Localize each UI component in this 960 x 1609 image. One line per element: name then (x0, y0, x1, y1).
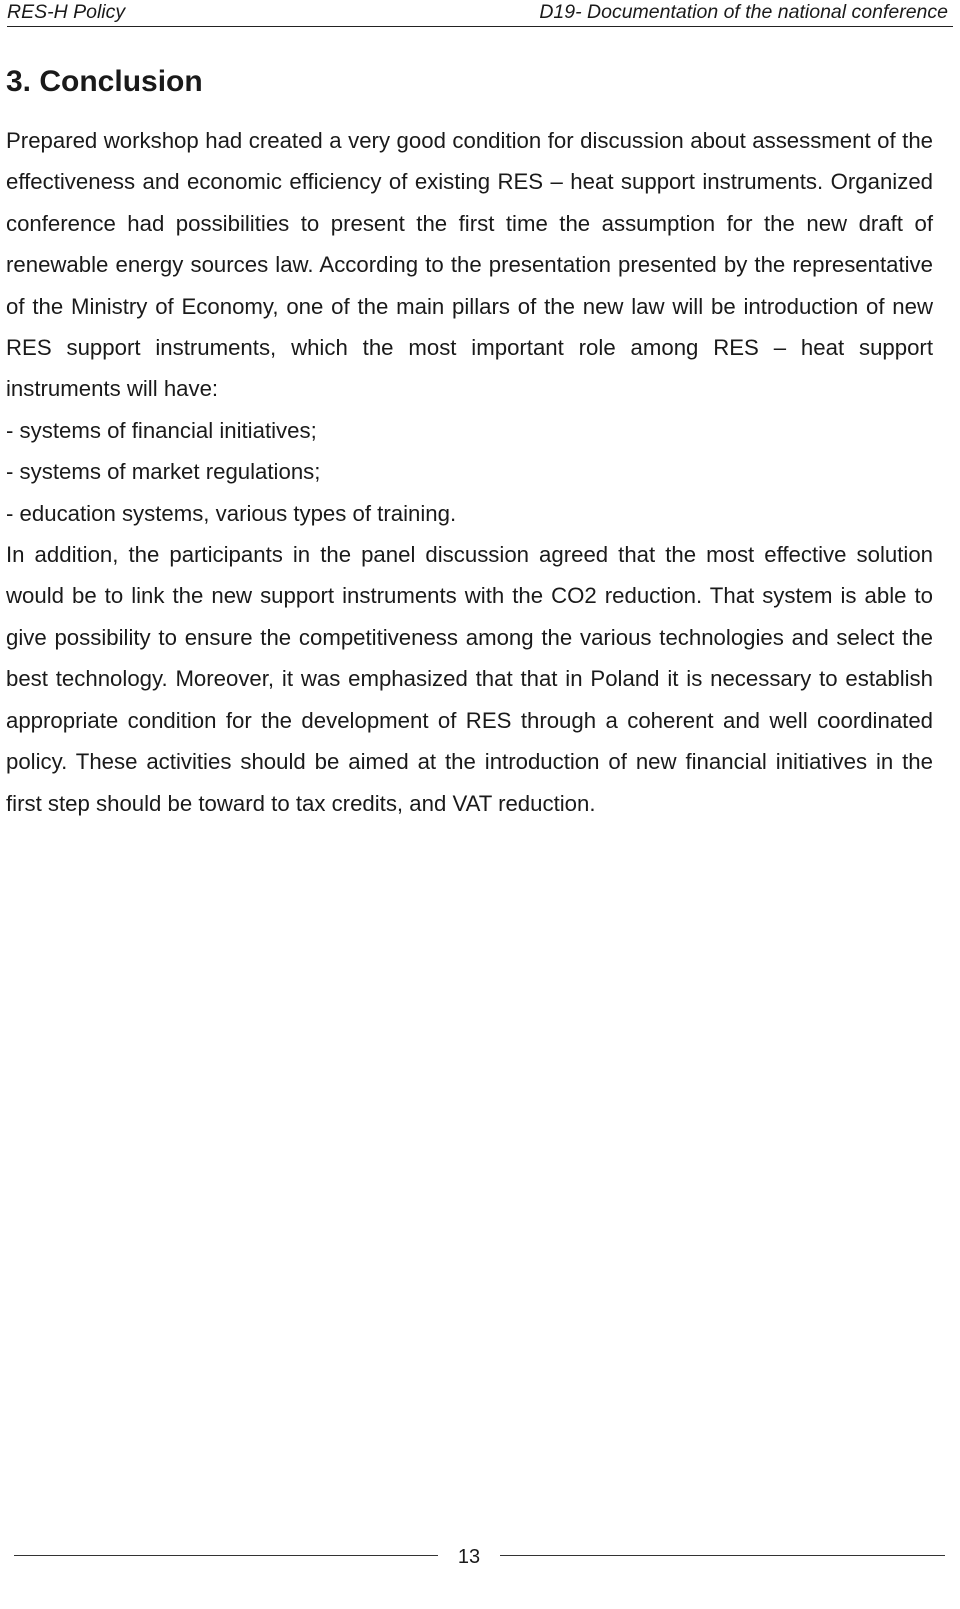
page-footer (0, 1542, 960, 1576)
footer-rule-left (14, 1555, 438, 1556)
footer-rule-right (500, 1555, 945, 1556)
paragraph-intro: Prepared workshop had created a very good condition for discussion about assessment of the effectiveness and economic efficiency of existing RES – heat support instruments. Organized conference had possibilities to present the first time the assumption for the new draft of renewable energy sources law. According to the presentation presented by the representative of the Ministry of Economy, one of the main pillars of the new law will be introduction of new RES support instruments, which the most important role among RES – heat support instruments will have: (6, 128, 933, 402)
section-title: 3. Conclusion (6, 65, 203, 98)
page-number: 13 (457, 1546, 481, 1568)
header-document-title: RES-H Policy (7, 1, 126, 23)
list-item-market: - systems of market regulations; (6, 459, 321, 485)
list-item-financial: - systems of financial initiatives; (6, 417, 317, 443)
document-body (6, 120, 933, 824)
list-item-education: - education systems, various types of training. (6, 500, 457, 526)
page-header (7, 0, 953, 27)
header-deliverable-title: D19- Documentation of the national conference (539, 1, 948, 23)
paragraph-conclusion: In addition, the participants in the panel discussion agreed that the most effective solution would be to link the new support instruments with the CO2 reduction. That system is able to give possibility to ensure the competitiveness among the various technologies and select the best technology. Moreover, it was emphasized that that in Poland it is necessary to establish appropriate condition for the development of RES through a coherent and well coordinated policy. These activities should be aimed at the introduction of new financial initiatives in the first step should be toward to tax credits, and VAT reduction. (6, 542, 933, 816)
